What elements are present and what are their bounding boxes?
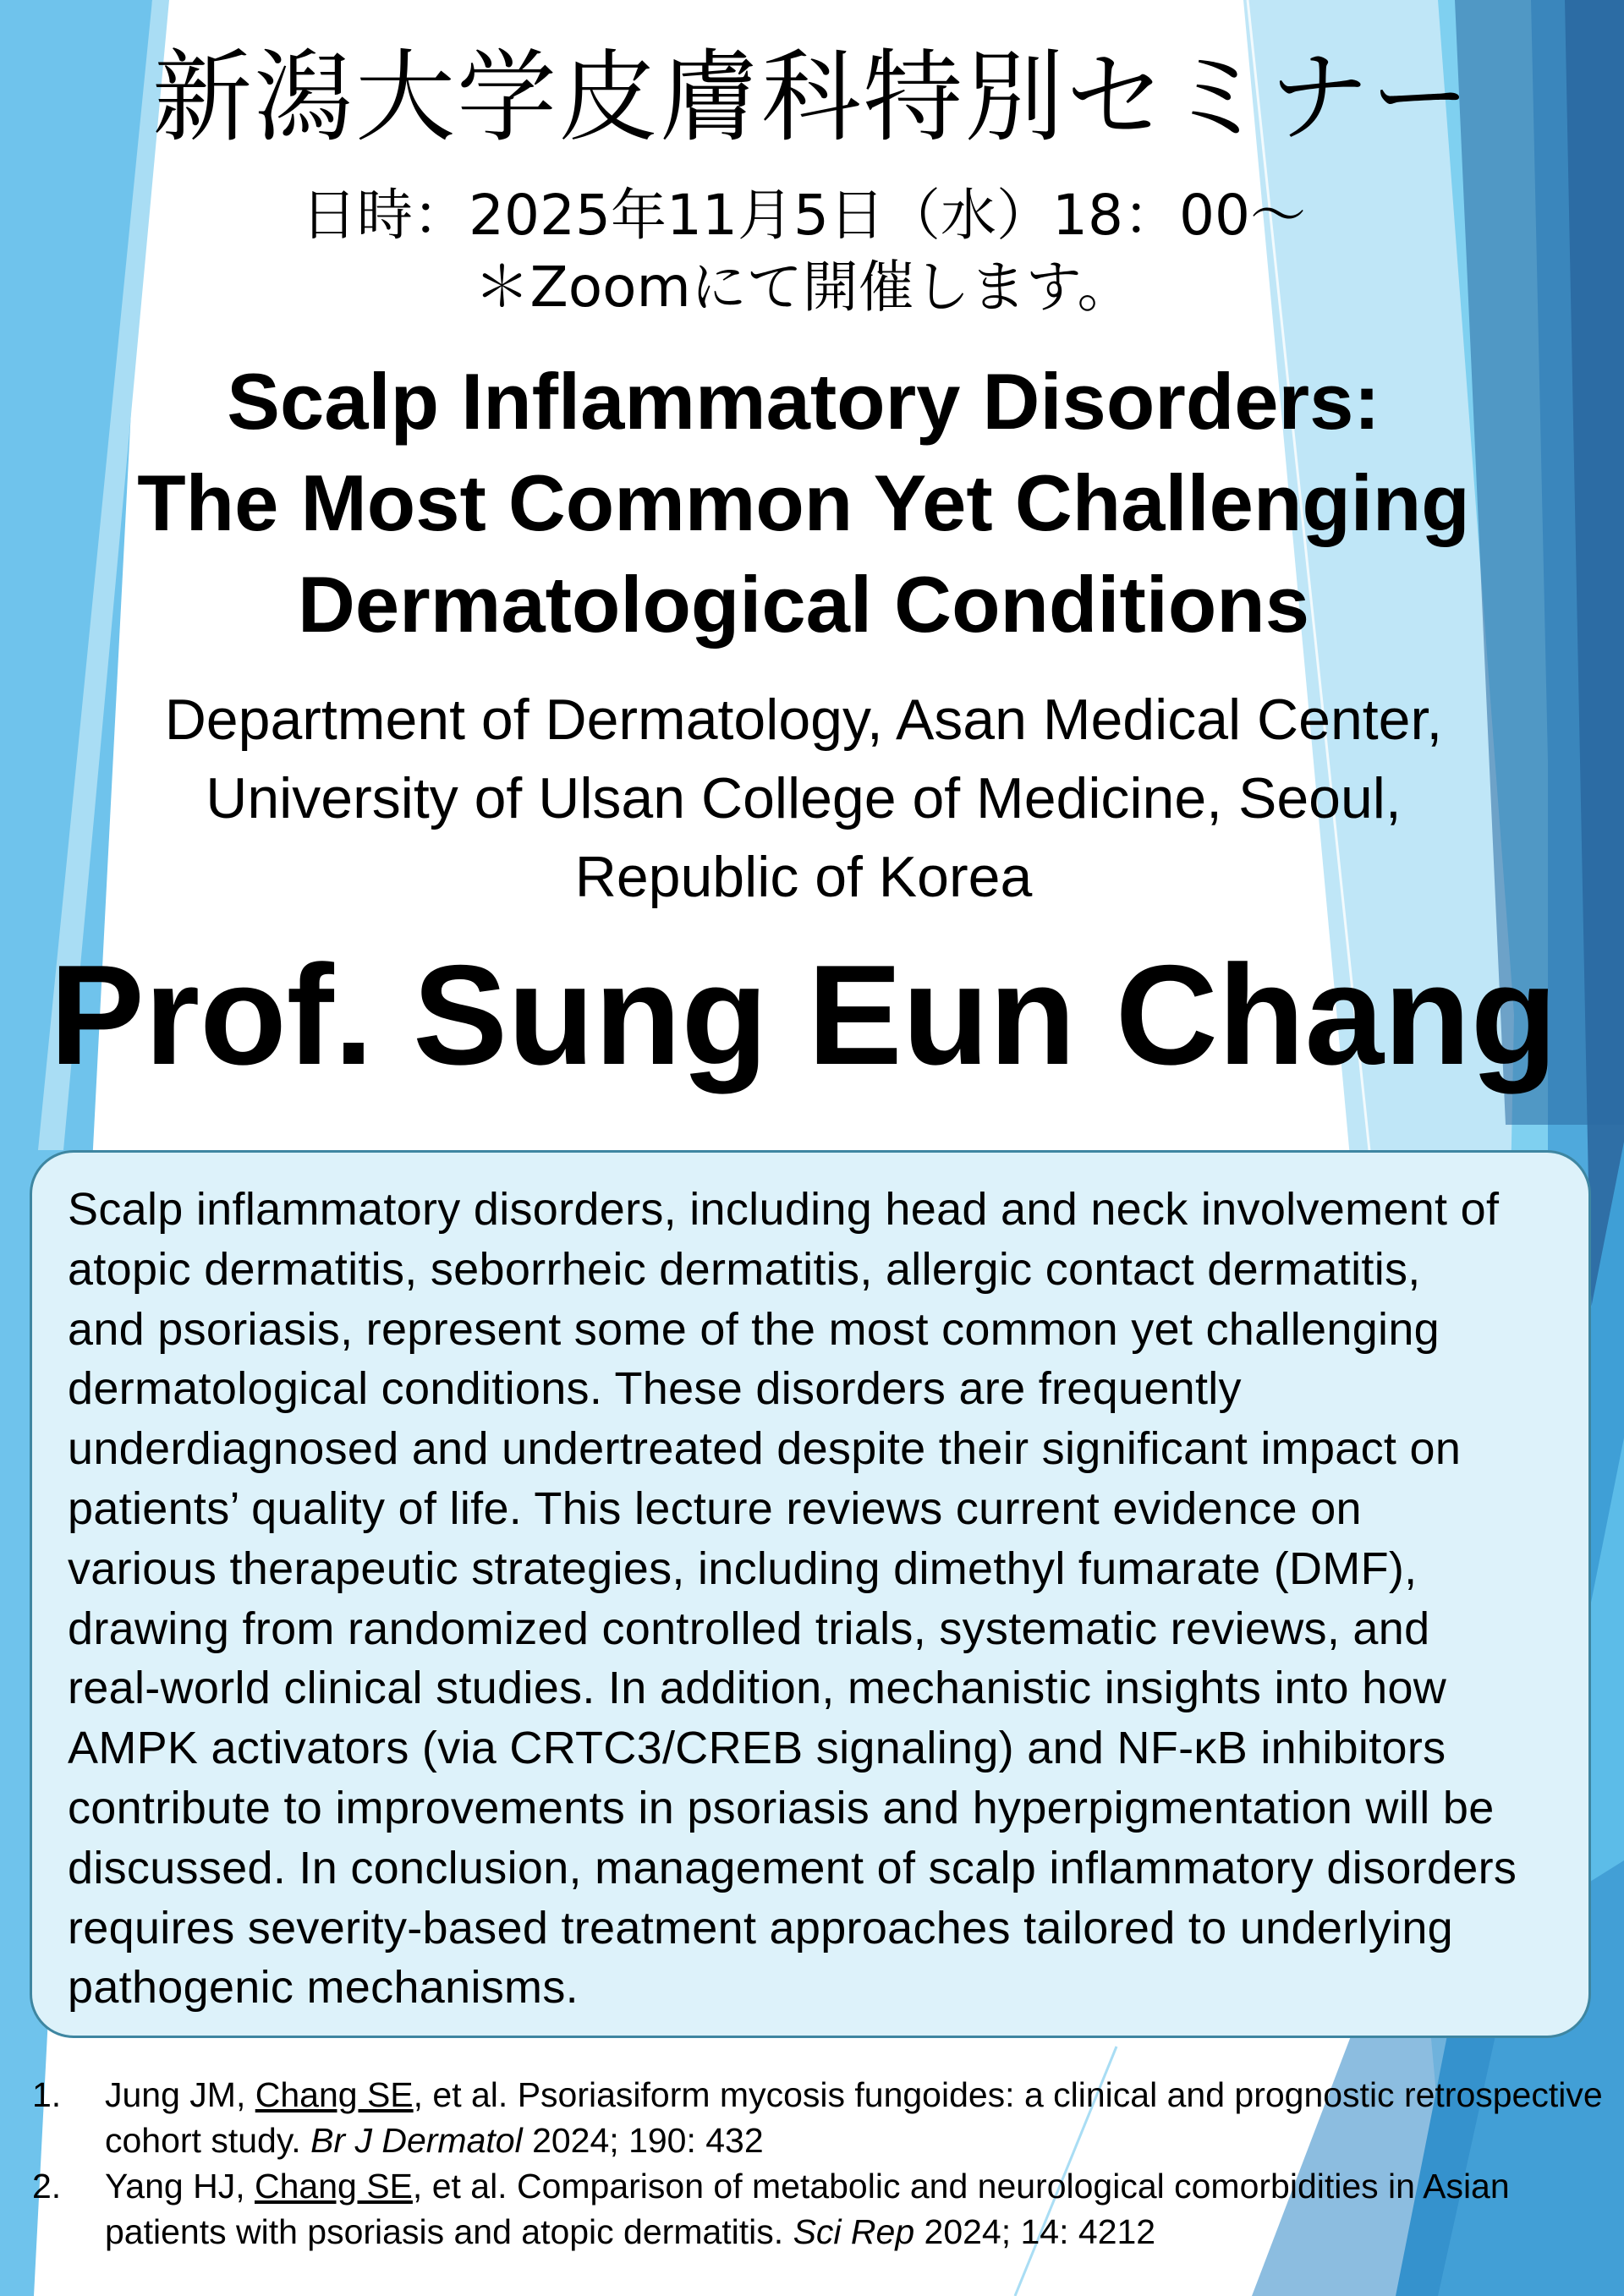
abstract-text: Scalp inflammatory disorders, including head and neck involvement of atopic dermatitis, seborrheic dermatitis, allergic contact dermatitis, and psoriasis, represent some of the most common yet challenging dermatological conditions. These disorders are frequently underdiagnosed and undertreated despite their significant impact on patients’ quality of life. This lecture reviews current evidence on various therapeutic strategies, including dimethyl fumarate (DMF), drawing from randomized controlled trials, systematic reviews, and real-world clinical studies. In addition, mechanistic insights into how AMPK activators (via CRTC3/CREB signaling) and NF-κB inhibitors contribute to improvements in psoriasis and hyperpigmentation will be discussed. In conclusion, management of scalp inflammatory disorders requires severity-based treatment approaches tailored to underlying pathogenic mechanisms. bbox=[68, 1184, 1517, 2014]
reference-highlight-author: Chang SE bbox=[255, 2167, 413, 2206]
speaker-name: Prof. Sung Eun Chang bbox=[49, 935, 1558, 1094]
affiliation-line: University of Ulsan College of Medicine, Seoul, bbox=[206, 766, 1402, 830]
affiliation-line: Republic of Korea bbox=[574, 845, 1033, 909]
reference-item bbox=[32, 2163, 1605, 2255]
seminar-title: 新潟大学皮膚科特別セミナー bbox=[151, 39, 1472, 156]
seminar-datetime: 日時：2025年11月5日（水）18：00～ bbox=[301, 183, 1306, 248]
lecture-title-line: The Most Common Yet Challenging bbox=[137, 458, 1470, 547]
speaker-affiliation bbox=[0, 681, 1607, 917]
lecture-title-line: Scalp Inflammatory Disorders: bbox=[227, 357, 1380, 446]
seminar-venue: ＊Zoomにて開催します。 bbox=[474, 255, 1133, 320]
reference-journal: Sci Rep bbox=[793, 2212, 915, 2251]
affiliation-line: Department of Dermatology, Asan Medical Center, bbox=[164, 688, 1443, 752]
reference-title: , et al. Psoriasiform mycosis fungoides: a clinical and prognostic retrospective cohort study. bbox=[105, 2075, 1603, 2160]
reference-number: 1. bbox=[32, 2075, 62, 2114]
references bbox=[32, 2072, 1605, 2255]
reference-authors: Jung JM, bbox=[105, 2075, 255, 2114]
reference-item bbox=[32, 2072, 1605, 2163]
reference-authors: Yang HJ, bbox=[105, 2167, 255, 2206]
reference-highlight-author: Chang SE bbox=[255, 2075, 414, 2114]
reference-title: , et al. Comparison of metabolic and neurological comorbidities in Asian patients with psoriasis and atopic dermatitis. bbox=[105, 2167, 1510, 2251]
lecture-title-line: Dermatological Conditions bbox=[298, 560, 1309, 649]
reference-journal: Br J Dermatol bbox=[310, 2121, 523, 2160]
reference-citation: 2024; 14: 4212 bbox=[914, 2212, 1156, 2251]
reference-citation: 2024; 190: 432 bbox=[522, 2121, 764, 2160]
lecture-title bbox=[0, 351, 1607, 655]
reference-number: 2. bbox=[32, 2167, 62, 2206]
